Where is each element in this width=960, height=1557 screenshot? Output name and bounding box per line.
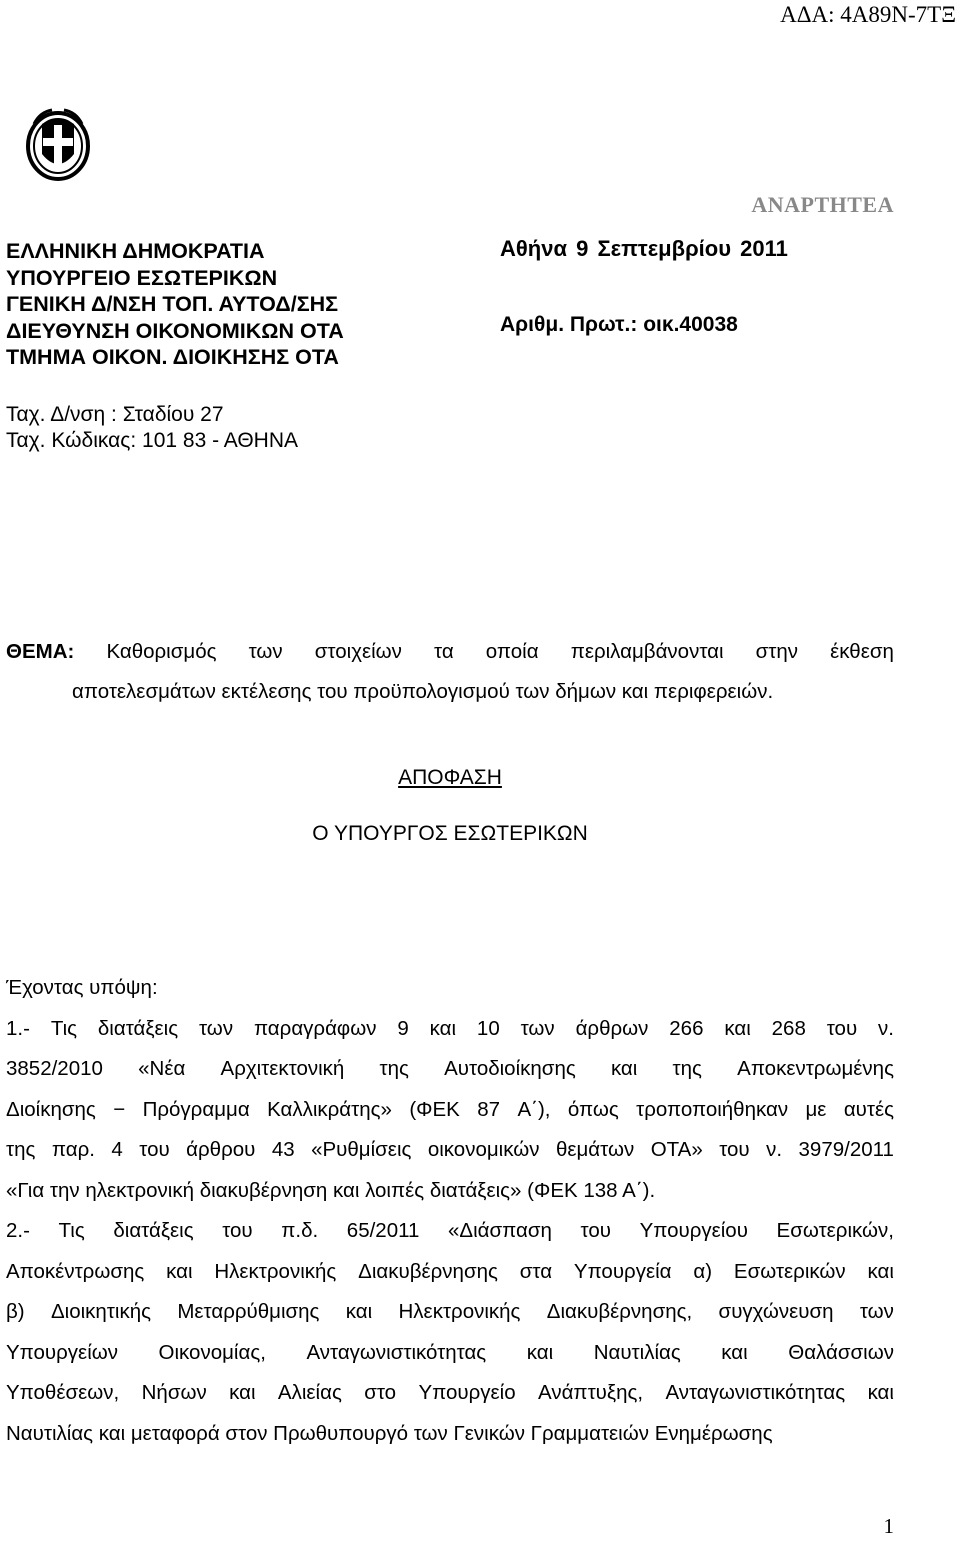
word: και <box>610 1057 638 1080</box>
protocol-number: Αριθμ. Πρωτ.: οικ.40038 <box>500 313 738 336</box>
decision-authority: Ο ΥΠΟΥΡΓΟΣ ΕΣΩΤΕΡΙΚΩΝ <box>312 822 588 845</box>
word: (ΦΕΚ <box>409 1097 460 1121</box>
word: 3852/2010 <box>6 1057 103 1080</box>
item2-line <box>6 1252 894 1293</box>
word: όπως <box>567 1097 619 1121</box>
word: και <box>429 1016 457 1040</box>
word: Διακυβέρνησης, <box>546 1300 693 1323</box>
word: 266 <box>669 1016 704 1040</box>
item1-line <box>6 1049 894 1090</box>
page-number: 1 <box>883 1514 894 1538</box>
word: Υπουργείου <box>639 1219 748 1242</box>
word: Ανταγωνιστικότητας <box>306 1340 487 1364</box>
word: διατάξεις <box>97 1016 179 1040</box>
item1-line <box>6 1009 894 1050</box>
word: α) <box>693 1259 713 1283</box>
item2-line: Ναυτιλίας και μεταφορά στον Πρωθυπουργό των Γενικών Γραμματειών Ενημέρωσης <box>6 1421 773 1445</box>
word: 9 <box>397 1016 409 1040</box>
emblem-graphic <box>22 104 94 184</box>
ada-code: ΑΔΑ: 4Α89Ν-7ΤΞ <box>780 2 956 27</box>
word: π.δ. <box>281 1219 319 1242</box>
word: και <box>229 1381 256 1404</box>
item1-line: «Για την ηλεκτρονική διακυβέρνηση και λοιπές διατάξεις» (ΦΕΚ 138 Α΄). <box>6 1178 656 1202</box>
item1-line <box>6 1130 894 1171</box>
word: ν. <box>878 1016 894 1040</box>
word: άρθρων <box>575 1016 649 1040</box>
word: Υπουργείο <box>418 1381 516 1404</box>
word: με <box>805 1097 827 1121</box>
greek-state-emblem-icon <box>22 104 94 184</box>
item2-line <box>6 1292 894 1333</box>
item2-line <box>6 1333 894 1374</box>
word: Πρόγραμμα <box>142 1097 250 1121</box>
word: οικονομικών <box>427 1138 540 1161</box>
word: 3979/2011 <box>798 1138 894 1161</box>
word: της <box>6 1138 36 1161</box>
word: Ανάπτυξης, <box>538 1381 644 1404</box>
word: Εσωτερικών, <box>776 1219 894 1242</box>
address-block <box>6 402 298 454</box>
word: «Ρυθμίσεις <box>311 1138 412 1161</box>
word: του <box>826 1016 858 1040</box>
word: και <box>867 1259 894 1283</box>
word: της <box>672 1057 702 1080</box>
word: «Νέα <box>138 1057 186 1080</box>
posting-label: ΑΝΑΡΤΗΤΕΑ <box>751 192 894 217</box>
word: Ανταγωνιστικότητας <box>665 1381 846 1404</box>
item2-line <box>6 1373 894 1414</box>
word: Υπουργεία <box>573 1259 672 1283</box>
body-text <box>6 968 894 1454</box>
word: Μεταρρύθμισης <box>177 1300 320 1323</box>
word: του <box>139 1138 170 1161</box>
word: του <box>719 1138 750 1161</box>
word: Νήσων <box>141 1381 207 1404</box>
word: Αποκέντρωσης <box>6 1259 145 1283</box>
word: των <box>199 1016 234 1040</box>
word: και <box>526 1340 554 1364</box>
word: στο <box>364 1381 397 1404</box>
subject-block <box>6 632 894 712</box>
word: οποία <box>485 640 539 663</box>
word: στοιχείων <box>314 640 402 663</box>
word: «Διάσπαση <box>448 1219 552 1242</box>
word: ν. <box>766 1138 783 1161</box>
word: Ηλεκτρονικής <box>214 1259 337 1283</box>
word: και <box>345 1300 373 1323</box>
word: και <box>724 1016 751 1040</box>
word: Αποκεντρωμένης <box>737 1057 894 1080</box>
sender-line: ΕΛΛΗΝΙΚΗ ΔΗΜΟΚΡΑΤΙΑ <box>6 239 265 263</box>
word: 43 <box>271 1138 295 1161</box>
word: παρ. <box>51 1138 95 1161</box>
word: Διοικητικής <box>50 1300 151 1323</box>
street-address: Ταχ. Δ/νση : Σταδίου 27 <box>6 403 224 426</box>
word: στα <box>519 1259 553 1283</box>
word: Καλλικράτης» <box>267 1097 392 1121</box>
word: στην <box>755 640 799 663</box>
word: Αυτοδιοίκησης <box>444 1057 576 1080</box>
sender-line: ΤΜΗΜΑ ΟΙΚΟΝ. ΔΙΟΙΚΗΣΗΣ ΟΤΑ <box>6 345 339 369</box>
decision-title: ΑΠΟΦΑΣΗ <box>398 766 502 789</box>
word: Διακυβέρνησης <box>358 1259 498 1283</box>
word: Υποθέσεων, <box>6 1381 120 1404</box>
word: αυτές <box>843 1097 894 1121</box>
sender-line: ΥΠΟΥΡΓΕΙΟ ΕΣΩΤΕΡΙΚΩΝ <box>6 265 278 290</box>
word: 2.- <box>6 1219 30 1242</box>
word: 87 <box>477 1097 501 1121</box>
subject-label: ΘΕΜΑ: <box>6 640 75 663</box>
word: Οικονομίας, <box>158 1340 266 1364</box>
word: β) <box>6 1300 25 1323</box>
sender-line: ΓΕΝΙΚΗ Δ/ΝΣΗ ΤΟΠ. ΑΥΤΟΔ/ΣΗΣ <box>6 292 339 316</box>
word: παραγράφων <box>253 1016 377 1040</box>
word: έκθεση <box>830 640 894 663</box>
word: και <box>867 1381 894 1404</box>
word: 10 <box>476 1016 500 1040</box>
word: Εσωτερικών <box>733 1259 846 1283</box>
word: και <box>721 1340 748 1364</box>
word: Τις <box>50 1016 78 1040</box>
item2-line <box>6 1211 894 1252</box>
word: ΟΤΑ» <box>650 1138 703 1161</box>
sender-block <box>6 238 344 371</box>
word: τροποποιήθηκαν <box>636 1097 789 1121</box>
word: − <box>113 1097 126 1121</box>
word: Υπουργείων <box>6 1340 118 1364</box>
intro-line: Έχοντας υπόψη: <box>6 976 158 999</box>
sender-line: ΔΙΕΥΘΥΝΣΗ ΟΙΚΟΝΟΜΙΚΩΝ ΟΤΑ <box>6 318 344 343</box>
word: 268 <box>771 1016 806 1040</box>
word: Αλιείας <box>277 1381 342 1404</box>
postal-code: Ταχ. Κώδικας: 101 83 - ΑΘΗΝΑ <box>6 429 299 452</box>
word: τα <box>434 640 454 663</box>
word: Καθορισμός <box>106 640 217 663</box>
word: του <box>222 1219 253 1242</box>
word: Θαλάσσιων <box>788 1340 894 1364</box>
word: Αρχιτεκτονική <box>220 1057 345 1080</box>
word: θεμάτων <box>555 1138 635 1161</box>
word: Διοίκησης <box>6 1097 96 1121</box>
word: 1.- <box>6 1016 30 1040</box>
word: Τις <box>58 1219 85 1242</box>
word: Α΄), <box>517 1097 551 1121</box>
item1-line <box>6 1090 894 1131</box>
word: 65/2011 <box>346 1219 420 1242</box>
word: 4 <box>111 1138 123 1161</box>
document-date: Αθήνα 9 Σεπτεμβρίου 2011 <box>500 236 788 261</box>
word: Ηλεκτρονικής <box>398 1300 521 1323</box>
subject-line <box>6 632 894 672</box>
word: άρθρου <box>186 1138 256 1161</box>
subject-line: αποτελεσμάτων εκτέλεσης του προϋπολογισμού των δήμων και περιφερειών. <box>72 680 774 703</box>
word: του <box>580 1219 611 1242</box>
word: συγχώνευση <box>718 1300 834 1323</box>
word: και <box>166 1259 193 1283</box>
word: της <box>379 1057 409 1080</box>
word: των <box>520 1016 555 1040</box>
word: των <box>859 1300 894 1323</box>
word: περιλαμβάνονται <box>570 640 724 663</box>
word: των <box>248 640 283 663</box>
word: Ναυτιλίας <box>593 1340 681 1364</box>
word: διατάξεις <box>113 1219 194 1242</box>
